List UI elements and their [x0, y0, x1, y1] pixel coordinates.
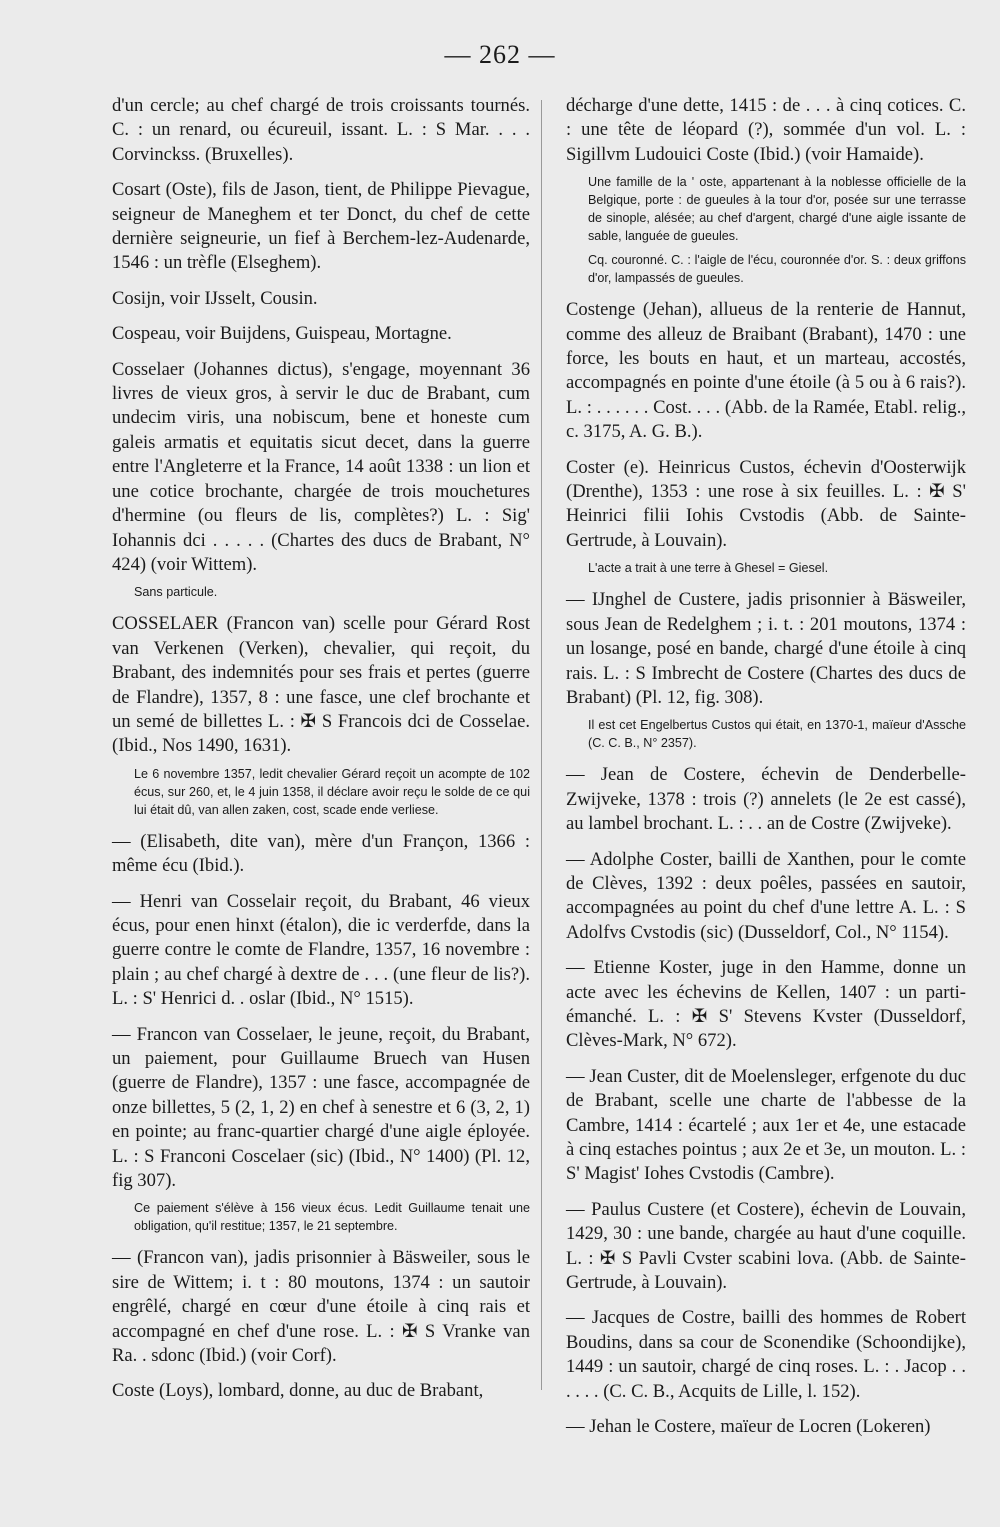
left-entry: — Francon van Cosselaer, le jeune, reçoit, du Brabant, un paiement, pour Guillaume Bruech van Husen (guerre de Flandre), 1357 : une fasce, accompagnée de onze billettes, 5 (2, 1, 2) en chef à senestre et 6 (3, 2, 1) en pointe; au franc-quartier chargé d'une aigle éployée. L. : S Franconi Coscelaer (sic) (Ibid., N° 1400) (Pl. 12, fig 307). [112, 1023, 530, 1192]
right-entry: Coster (e). Heinricus Custos, échevin d'Oosterwijk (Drenthe), 1353 : une rose à six feuilles. L. : ✠ S' Heinrici filii Iohis Cvstodis (Abb. de Sainte-Gertrude, à Louvain). [566, 456, 966, 551]
right-note: Une famille de la ' oste, appartenant à la noblesse officielle de la Belgique, porte : de gueules à la tour d'or, posée sur une terrasse de sinople, alésée; au chef d'argent, chargé d'une aigle issante de sable, languée de gueules. [588, 175, 966, 244]
left-entry: Coste (Loys), lombard, donne, au duc de Brabant, [112, 1380, 484, 1402]
left-entry: Cosijn, voir IJsselt, Cousin. [112, 287, 318, 309]
left-entry: Cosselaer (Johannes dictus), s'engage, moyennant 36 livres de vieux gros, à servir le duc de Brabant, cum undecim viris, una nobiscum, bene et honeste cum galeis armatis et equitatis sicut decet, dans la guerre entre l'Angleterre et la France, 14 août 1338 : un lion et une cotice brochante, chargée de trois mouchetures d'hermine (ou fleurs de lis, complètes?) L. : Sig' Iohannis dci . . . . . (Chartes des ducs de Brabant, N° 424) (voir Wittem). [112, 358, 530, 575]
right-note: Il est cet Engelbertus Custos qui était, en 1370-1, maïeur d'Assche (C. C. B., N° 2357). [588, 718, 966, 751]
right-entry: — Jean de Costere, échevin de Denderbelle-Zwijveke, 1378 : trois (?) annelets (le 2e est cassé), au lambel brochant. L. : . . an de Costre (Zwijveke). [566, 764, 966, 835]
page-number: — 262 — [444, 40, 556, 69]
right-entry: décharge d'une dette, 1415 : de . . . à cinq cotices. C. : une tête de léopard (?), sommée d'un vol. L. : Sigillvm Ludouici Coste (Ibid.) (voir Hamaide). [566, 95, 966, 165]
left-note: Ce paiement s'élève à 156 vieux écus. Ledit Guillaume tenait une obligation, qu'il restitue; 1357, le 21 septembre. [134, 1201, 530, 1234]
left-note: Sans particule. [134, 585, 218, 600]
left-entry: — (Francon van), jadis prisonnier à Bäsweiler, sous le sire de Wittem; i. t : 80 moutons, 1374 : un sautoir engrêlé, chargé en cœur d'une étoile à cinq rais et accompagné en chef d'une rose. L. : ✠ S Vranke van Ra. . sdonc (Ibid.) (voir Corf). [112, 1247, 530, 1367]
right-entry: — Jean Custer, dit de Moelensleger, erfgenote du duc de Brabant, scelle une charte de l'abbesse de la Cambre, 1414 : écartelé ; aux 1er et 4e, une estacade à cinq estaches pointus ; aux 2e et 3e, un mouton. L. : S' Magist' Iohes Cvstodis (Cambre). [566, 1065, 966, 1185]
right-entry: — Jacques de Costre, bailli des hommes de Robert Boudins, dans sa cour de Sconendike (Schoondijke), 1449 : un sautoir, chargé de cinq roses. L. : . Jacop . . . . . . (C. C. B., Acquits de Lille, l. 152). [566, 1307, 966, 1402]
left-entry: Cosart (Oste), fils de Jason, tient, de Philippe Pievague, seigneur de Maneghem et ter Donct, du chef de cette dernière seigneurie, un fief à Berchem-lez-Audenarde, 1546 : un trèfle (Elseghem). [112, 179, 530, 274]
right-entry: — Paulus Custere (et Costere), échevin de Louvain, 1429, 30 : une bande, chargée au haut d'une coquille. L. : ✠ S Pavli Cvster scabini lova. (Abb. de Sainte-Gertrude, à Louvain). [566, 1198, 966, 1294]
right-entry: — Jehan le Costere, maïeur de Locren (Lokeren) [566, 1416, 931, 1438]
left-entry: — (Elisabeth, dite van), mère d'un Françon, 1366 : même écu (Ibid.). [112, 830, 530, 877]
left-entry: — Henri van Cosselair reçoit, du Brabant, 46 vieux écus, pour enen hinxt (étalon), die ic verderfde, dans la guerre contre le comte de Flandre, 1357, 16 novembre : plain ; au chef chargé à dextre de . . . (une fleur de lis?). L. : S' Henrici d. . oslar (Ibid., N° 1515). [112, 890, 530, 1010]
left-column [112, 94, 530, 1415]
left-entry: COSSELAER (Francon van) scelle pour Gérard Rost van Verkenen (Verken), chevalier, qui reçoit, du Brabant, des indemnités pour ses frais et pertes (guerre de Flandre), 1357, 8 : une fasce, une clef brochante et un semé de billettes L. : ✠ S Francois dci de Cosselae. (Ibid., Nos 1490, 1631). [112, 613, 530, 757]
left-entry: Cospeau, voir Buijdens, Guispeau, Mortagne. [112, 323, 452, 345]
left-entry: d'un cercle; au chef chargé de trois croissants tournés. C. : un renard, ou écureuil, issant. L. : S Mar. . . . Corvinckss. (Bruxelles). [112, 95, 530, 165]
right-entry: — IJnghel de Custere, jadis prisonnier à Bäsweiler, sous Jean de Redelghem ; i. t. : 201 moutons, 1374 : un losange, posé en bande, chargé d'une étoile à cinq rais. L. : S Imbrecht de Costere (Chartes des ducs de Brabant) (Pl. 12, fig. 308). [566, 589, 966, 708]
right-column [566, 94, 966, 1450]
column-divider [541, 100, 542, 1390]
right-entry: — Adolphe Coster, bailli de Xanthen, pour le comte de Clèves, 1392 : deux poêles, passées en sautoir, accompagnées au point du chef d'une lettre A. L. : S Adolfvs Cvstodis (sic) (Dusseldorf, Col., N° 1154). [566, 848, 966, 943]
left-note: Le 6 novembre 1357, ledit chevalier Gérard reçoit un acompte de 102 écus, sur 260, et, le 4 juin 1358, il déclare avoir reçu le solde de ce qui lui était dû, van allen zaken, cost, scade ende verliese. [134, 766, 530, 817]
right-note: L'acte a trait à une terre à Ghesel = Giesel. [588, 561, 829, 576]
right-entry: — Etienne Koster, juge in den Hamme, donne un acte avec les échevins de Kellen, 1407 : un parti-émanché. L. : ✠ S' Stevens Kvster (Dusseldorf, Clèves-Mark, N° 672). [566, 957, 966, 1052]
right-entry: Costenge (Jehan), allueus de la renterie de Hannut, comme des alleuz de Braibant (Brabant), 1470 : une force, les bouts en haut, et un marteau, accostés, accompagnés en pointe d'une étoile (à 5 ou à 6 rais?). L. : . . . . . . Cost. . . . (Abb. de la Ramée, Etabl. relig., c. 3175, A. G. B.). [566, 299, 966, 443]
right-note: Cq. couronné. C. : l'aigle de l'écu, couronnée d'or. S. : deux griffons d'or, lampassés de gueules. [588, 253, 966, 286]
